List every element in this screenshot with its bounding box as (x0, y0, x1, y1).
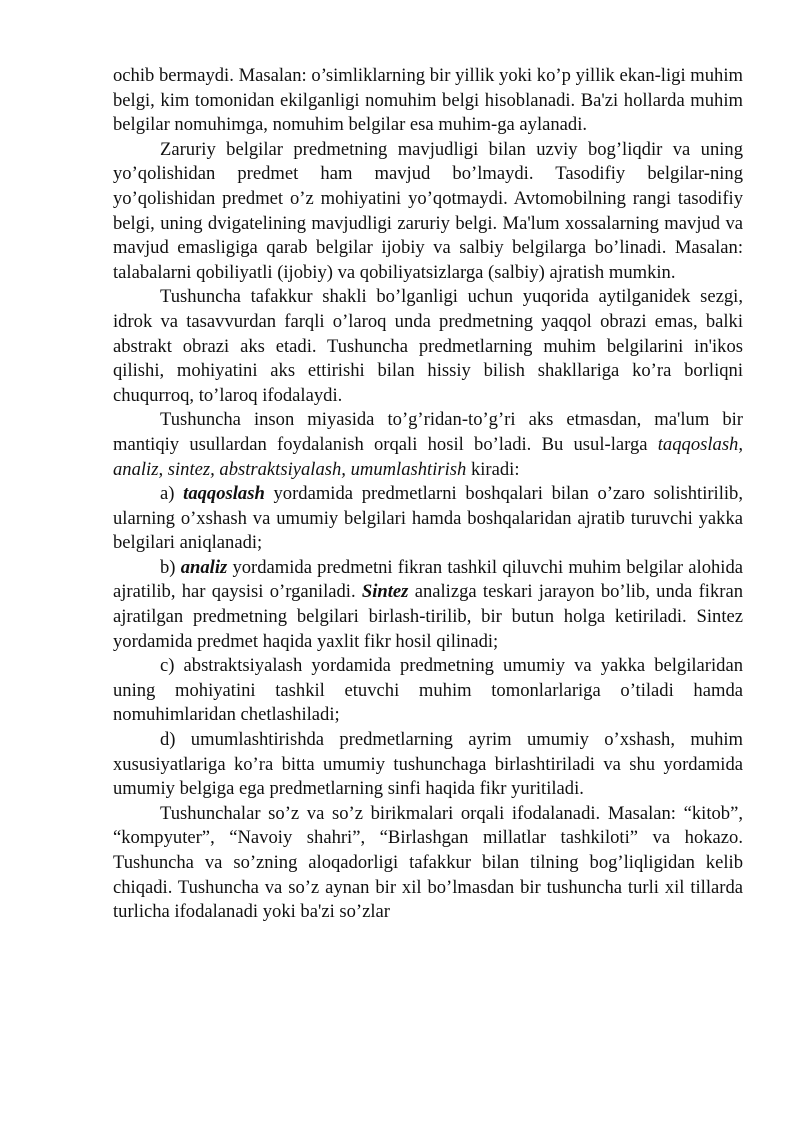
paragraph-1-text: ochib bermaydi. Masalan: o’simliklarning bir yillik yoki ko’p yillik ekan-ligi muhim belgi, kim tomonidan ekilganligi nomuhim belgi hisoblanadi. Ba'zi hollarda muhim belgilar nomuhimga, nomuhim belgilar esa muhim-ga aylanadi. (113, 65, 743, 136)
paragraph-last (113, 802, 743, 925)
item-b-analiz (113, 556, 743, 654)
item-a-taqqoslash (113, 482, 743, 556)
item-b-text-cont: analizga teskari jarayon bo’lib, unda fikran ajratilgan predmetning belgilari birlash-tirilib, bir butun holga ketiriladi. Sintez yordamida predmet haqida yaxlit fikr hosil qilinadi; (113, 581, 743, 652)
paragraph-4-text: Tushuncha inson miyasida to’g’ridan-to’g’ri aks etmasdan, ma'lum bir mantiqiy usullardan foydalanish orqali hosil bo’ladi. Bu usul-larga (113, 409, 743, 455)
item-a-text: yordamida predmetlarni boshqalari bilan o’zaro solishtirilib, ularning o’xshash va umumiy belgilari hamda boshqalaridan ajratib turuvchi yakka belgilari aniqlanadi; (113, 483, 743, 554)
item-d-umumlashtirish (113, 728, 743, 802)
methods-list-italic: taqqoslash, analiz, sintez, abstraktsiyalash, umumlashtirish (113, 433, 743, 480)
paragraph-4 (113, 408, 743, 482)
item-b-text: yordamida predmetni fikran tashkil qiluvchi muhim belgilar alohida ajratilib, har qaysisi o’rganiladi. (113, 556, 744, 603)
paragraph-4-tail: kiradi: (466, 458, 520, 480)
item-c-abstraktsiyalash (113, 654, 743, 728)
item-b-marker: b) (160, 556, 181, 578)
paragraph-2 (113, 138, 743, 286)
item-d-text: d) umumlashtirishda predmetlarning ayrim umumiy o’xshash, muhim xususiyatlariga ko’ra bitta umumiy tushunchaga birlashtiriladi va shu yordamida umumiy belgiga ega predmetlarning sinfi haqida fikr yuritiladi. (113, 729, 743, 800)
item-c-text: c) abstraktsiyalash yordamida predmetning umumiy va yakka belgilaridan uning mohiyatini tashkil etuvchi muhim tomonlarlariga o’tiladi hamda nomuhimlaridan chetlashiladi; (113, 655, 743, 726)
term-taqqoslash: taqqoslash (183, 483, 265, 505)
paragraph-3-text: Tushuncha tafakkur shakli bo’lganligi uchun yuqorida aytilganidek sezgi, idrok va tasavvurdan farqli o’laroq unda predmetning yaqqol obrazi emas, balki abstrakt obrazi aks etadi. Tushuncha predmetlarning muhim belgilarini in'ikos qilishi, mohiyatini aks ettirishi bilan hissiy bilish shakllariga ko’ra borliqni chuqurroq, to’laroq ifodalaydi. (113, 286, 743, 406)
paragraph-3 (113, 285, 743, 408)
document-page (113, 64, 743, 925)
paragraph-last-text: Tushunchalar so’z va so’z birikmalari orqali ifodalanadi. Masalan: “kitob”, “kompyuter”, “Navoiy shahri”, “Birlashgan millatlar tashkiloti” va hokazo. Tushuncha va so’zning aloqadorligi tafakkur bilan tilning bog’liqligidan kelib chiqadi. Tushuncha va so’z aynan bir xil bo’lmasdan bir tushuncha turli xil tillarda turlicha ifodalanadi yoki ba'zi so’zlar (113, 802, 743, 923)
term-sintez: Sintez (361, 581, 409, 603)
paragraph-2-text: Zaruriy belgilar predmetning mavjudligi bilan uzviy bog’liqdir va uning yo’qolishidan predmet ham mavjud bo’lmaydi. Tasodifiy belgilar-ning yo’qolishidan predmet o’z mohiyatini yo’qotmaydi. Avtomobilning rangi tasodifiy belgi, uning dvigatelining mavjudligi zaruriy belgi. Ma'lum xossalarning mavjud va mavjud emasligiga qarab belgilar ijobiy va salbiy belgilarga bo’linadi. Masalan: talabalarni qobiliyatli (ijobiy) va qobiliyatsizlarga (salbiy) ajratish mumkin. (113, 138, 743, 283)
item-a-marker: a) (160, 483, 184, 505)
term-analiz: analiz (180, 556, 228, 578)
paragraph-1 (113, 64, 743, 138)
